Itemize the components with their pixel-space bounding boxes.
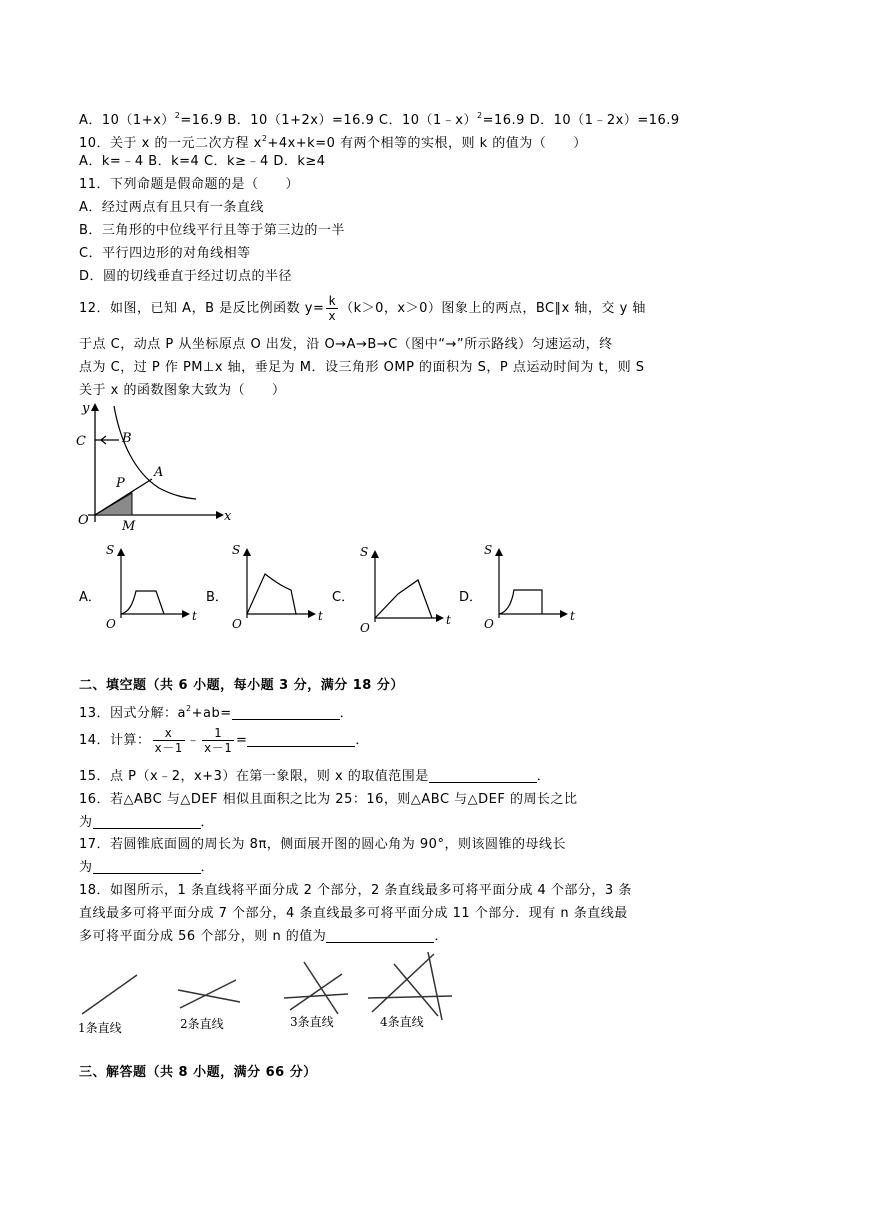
q14-answer-blank[interactable] xyxy=(247,732,355,747)
q17-line2: 为 ． xyxy=(79,860,215,875)
svg-text:t: t xyxy=(192,609,197,623)
q14: 14．计算： $\frac{x}{x-1}$ ﹣ $\frac{1}{x-1}$ = ． xyxy=(79,726,369,755)
svg-text:t: t xyxy=(446,613,451,627)
q12-stem: 12．如图，已知 A，B 是反比例函数 y= $\frac{k}{x}$ （k＞0，x＞0）图象上的两点，BC∥x 轴，交 y 轴 xyxy=(79,294,646,323)
label-1-line: 1条直线 xyxy=(78,1021,122,1035)
q11-option-b: B．三角形的中位线平行且等于第三边的一半 xyxy=(79,223,345,238)
svg-text:O: O xyxy=(232,617,242,631)
q18-answer-blank[interactable] xyxy=(326,928,434,943)
q11-option-c: C．平行四边形的对角线相等 xyxy=(79,246,251,261)
svg-text:S: S xyxy=(232,543,241,557)
svg-text:O: O xyxy=(360,621,370,635)
label-p: P xyxy=(116,476,125,491)
q12-figure xyxy=(74,400,239,535)
q9-options: A．$10(1+x)^2=16.9$ B．10（1+2x）=16.9 C．10（1﹣x）$^2$=16.9 D．10（1﹣2x）=16.9 xyxy=(79,111,680,128)
q15-answer-blank[interactable] xyxy=(429,768,537,783)
label-4-lines: 4条直线 xyxy=(380,1015,424,1029)
label-2-lines: 2条直线 xyxy=(180,1017,224,1031)
label-m: M xyxy=(122,519,136,534)
q11-option-a: A．经过两点有且只有一条直线 xyxy=(79,200,264,215)
svg-text:t: t xyxy=(318,609,323,623)
label-a: A xyxy=(154,465,164,480)
q12-line3: 点为 C，过 P 作 PM⊥x 轴，垂足为 M．设三角形 OMP 的面积为 S，P 点运动时间为 t，则 S xyxy=(79,360,645,375)
q12-option-b-label: B． xyxy=(206,590,228,605)
q10-stem: 10．关于 x 的一元二次方程 $x^2+4x+k=0$ 有两个相等的实根，则 k 的值为（ ） xyxy=(79,134,587,151)
q18-line1: 18．如图所示，1 条直线将平面分成 2 个部分，2 条直线最多可将平面分成 4 个部分，3 条 xyxy=(79,883,632,898)
label-c: C xyxy=(76,434,86,449)
q13: 13．因式分解：$a^2+ab=$ ． xyxy=(79,704,354,721)
q16-line1: 16．若△ABC 与△DEF 相似且面积之比为 25：16，则△ABC 与△DEF 的周长之比 xyxy=(79,792,578,807)
q11-stem: 11．下列命题是假命题的是（ ） xyxy=(79,177,300,192)
q10-options: A．k=﹣4 B．k=4 C．k≥﹣4 D．k≥4 xyxy=(79,154,326,169)
section2-title: 二、填空题（共 6 小题，每小题 3 分，满分 18 分） xyxy=(79,678,404,693)
q14-fraction-1: $\frac{x}{x-1}$ xyxy=(154,726,183,755)
svg-text:S: S xyxy=(106,543,115,557)
q12-option-a-graph xyxy=(102,540,202,632)
q16-answer-blank[interactable] xyxy=(93,814,201,829)
q12-line4: 关于 x 的函数图象大致为（ ） xyxy=(79,383,286,398)
label-x: x xyxy=(224,509,232,524)
section3-title: 三、解答题（共 8 小题，满分 66 分） xyxy=(79,1065,317,1080)
svg-text:S: S xyxy=(484,543,493,557)
hyperbola-curve xyxy=(114,406,196,499)
q17-answer-blank[interactable] xyxy=(93,859,201,874)
q17-line1: 17．若圆锥底面圆的周长为 8π，侧面展开图的圆心角为 90°，则该圆锥的母线长 xyxy=(79,837,566,852)
q18-line3: 多可将平面分成 56 个部分，则 n 的值为 ． xyxy=(79,929,448,944)
svg-text:S: S xyxy=(360,545,369,559)
q13-answer-blank[interactable] xyxy=(232,705,340,720)
q11-option-d: D．圆的切线垂直于经过切点的半径 xyxy=(79,269,293,284)
q12-option-d-label: D． xyxy=(459,590,483,605)
q12-option-a-label: A． xyxy=(79,590,101,605)
q15: 15．点 P（x﹣2，x+3）在第一象限，则 x 的取值范围是 ． xyxy=(79,769,551,784)
label-o: O xyxy=(78,513,89,528)
label-3-lines: 3条直线 xyxy=(290,1015,334,1029)
svg-text:O: O xyxy=(484,617,494,631)
q12-option-b-graph xyxy=(228,540,328,632)
q16-line2: 为 ． xyxy=(79,815,215,830)
q12-option-c-label: C． xyxy=(332,590,355,605)
svg-text:t: t xyxy=(570,609,575,623)
q18-figure xyxy=(76,948,456,1038)
q14-fraction-2: $\frac{1}{x-1}$ xyxy=(204,726,232,755)
one-line-drawing xyxy=(82,975,137,1014)
q12-line2: 于点 C，动点 P 从坐标原点 O 出发，沿 O→A→B→C（图中“→”所示路线）匀速运动，终 xyxy=(79,337,613,352)
q12-option-c-graph xyxy=(356,540,456,636)
label-y: y xyxy=(82,401,90,416)
label-b: B xyxy=(122,431,132,446)
q12-fraction: $\frac{k}{x}$ xyxy=(328,294,337,323)
q18-line2: 直线最多可将平面分成 7 个部分，4 条直线最多可将平面分成 11 个部分．现有 n 条直线最 xyxy=(79,906,628,921)
q12-option-d-graph xyxy=(480,540,580,632)
svg-text:O: O xyxy=(106,617,116,631)
